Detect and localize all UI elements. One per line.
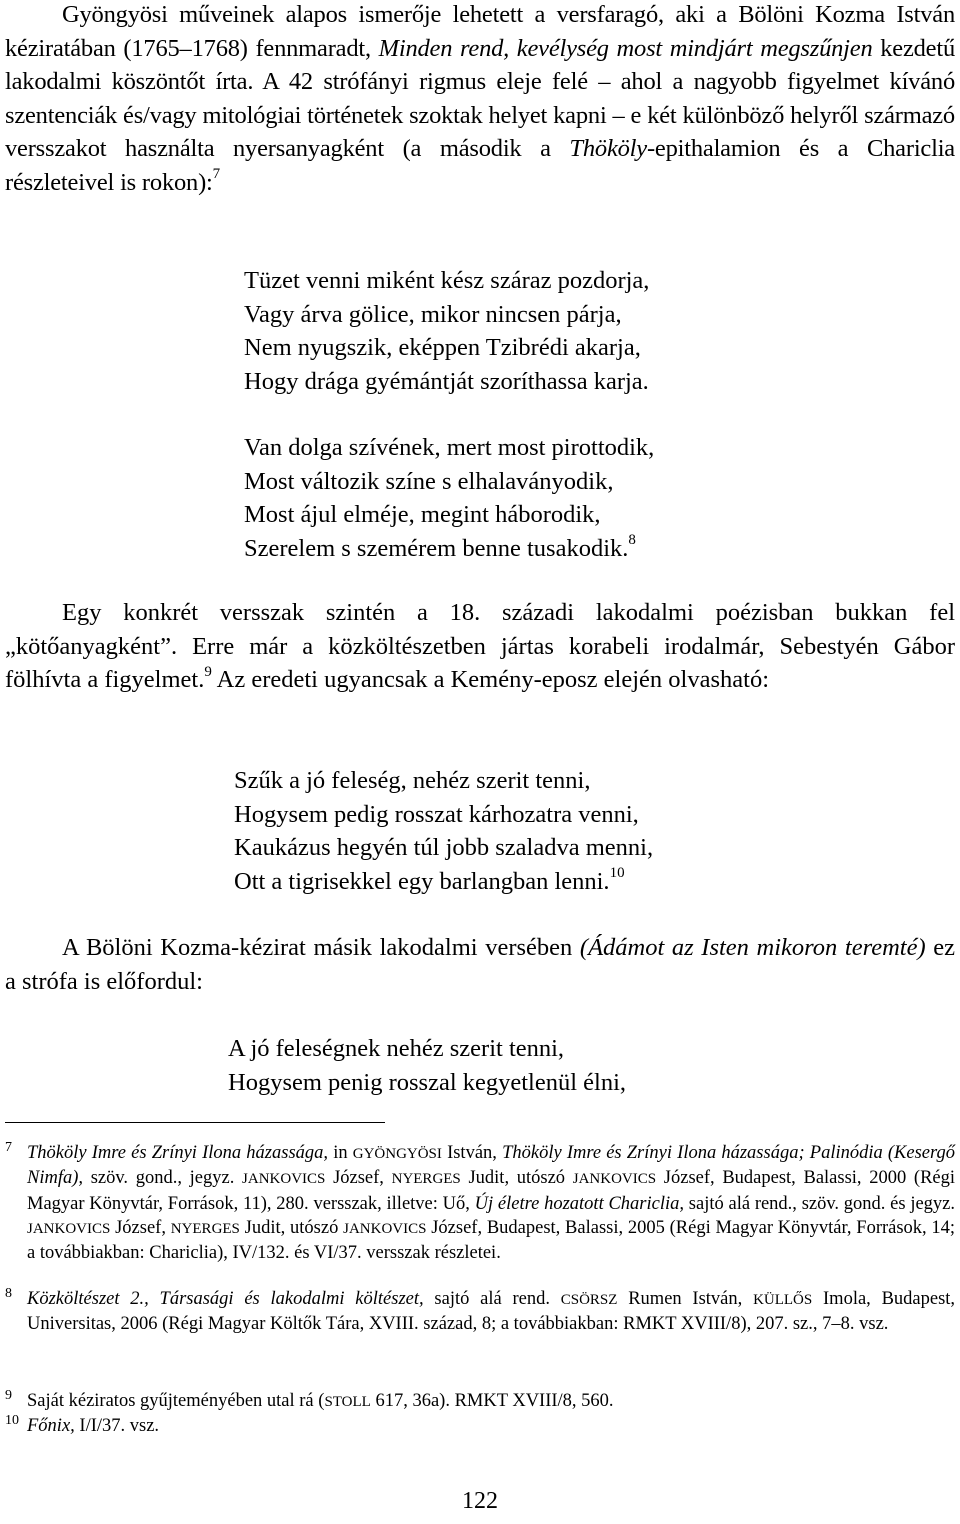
footnote-number: 10 bbox=[5, 1413, 19, 1428]
verse-stanza-1 bbox=[244, 264, 649, 398]
verse-line: Nem nyugszik, eképpen Tzibrédi akarja, bbox=[244, 334, 641, 361]
verse-line: Szűk a jó feleség, nehéz szerit tenni, bbox=[234, 767, 591, 794]
footnote-number: 8 bbox=[5, 1286, 12, 1301]
verse-line: Hogy drága gyémántját szoríthassa karja. bbox=[244, 367, 649, 395]
verse-line: Szerelem s szemérem benne tusakodik.$^8$ bbox=[244, 532, 636, 562]
body-paragraph-2 bbox=[5, 596, 955, 697]
verse-line: Ott a tigrisekkel egy barlangban lenni.$^{10}$ bbox=[234, 865, 625, 895]
paragraph-text: kezdetű lakodalmi köszöntőt írta. A 42 strófányi rigmus eleje felé – ahol a nagyobb figyelmet kívánó szentenciák és/vagy mitológiai történetek szoktak helyet kapni – e két különböző helyről származó versszakot használta nyersanyagként (a második a bbox=[5, 34, 955, 162]
poem-name: Thököly bbox=[569, 135, 647, 162]
verse-line: Kaukázus hegyén túl jobb szaladva menni, bbox=[234, 834, 654, 861]
footnote-ref-7[interactable]: 7 bbox=[212, 166, 220, 183]
footnote-ref-9[interactable]: 9 bbox=[204, 663, 212, 680]
footnote-number: 7 bbox=[5, 1140, 12, 1155]
verse-line: Hogysem penig rosszal kegyetlenül élni, bbox=[228, 1068, 627, 1096]
paragraph-text: -epithalamion és a Chariclia részleteivel is rokon): bbox=[5, 135, 955, 196]
verse-stanza-3 bbox=[234, 764, 653, 898]
footnote-ref-10[interactable]: 10 bbox=[609, 865, 625, 882]
paragraph-text: Egy konkrét versszak szintén a 18. századi lakodalmi poézisban bukkan fel „kötőanyagként”. Erre már a közköltészetben jártas korabeli irodalmár, Sebestyén Gábor fölhívta a figyelmet. bbox=[5, 599, 955, 693]
verse-line: Vagy árva gölice, mikor nincsen párja, bbox=[244, 300, 622, 328]
body-paragraph-1 bbox=[5, 0, 955, 199]
verse-stanza-2 bbox=[244, 431, 654, 565]
body-paragraph-3 bbox=[5, 931, 955, 998]
paragraph-text: Az eredeti ugyancsak a Kemény-eposz elején olvasható: bbox=[216, 666, 769, 693]
footnote-9: 9 Saját kéziratos gyűjteményében utal rá (STOLL 617, 36a). RMKT XVIII/8, 560. bbox=[5, 1389, 955, 1414]
verse-line: Most változik színe s elhalaványodik, bbox=[244, 467, 614, 495]
footnote-10: 10 Főnix, I/I/37. vsz. bbox=[5, 1414, 955, 1438]
paragraph-text: ez a strófa is előfordul: bbox=[5, 934, 956, 995]
verse-stanza-4 bbox=[228, 1032, 626, 1099]
footnote-separator bbox=[5, 1122, 385, 1123]
page-number: 122 bbox=[462, 1488, 498, 1514]
paragraph-text: A Bölöni Kozma-kézirat másik lakodalmi versében bbox=[62, 934, 573, 961]
footnote-7: 7 Thököly Imre és Zrínyi Ilona házassága, in GYÖNGYÖSI István, Thököly Imre és Zrínyi Ilona házassága; Palinódia (Kesergő Nimfa), szöv. gond., jegyz. JANKOVICS József, NYERGES Judit, utószó JANKOVICS József, Budapest, Balassi, 2000 (Régi Magyar Könyvtár, Források, 11), 280. versszak, illetve: Uő, Új életre hozatott Chariclia, sajtó alá rend., szöv. gond. és jegyz. JANKOVICS József, NYERGES Judit, utószó JANKOVICS József, Budapest, Balassi, 2005 (Régi Magyar Könyvtár, Források, 14; a továbbiakban: Chariclia), IV/132. és VI/37. versszak részletei. bbox=[5, 1141, 955, 1265]
paragraph-text: Gyöngyösi műveinek alapos ismerője lehetett a versfaragó, aki a Bölöni Kozma István kéziratában (1765–1768) fennmaradt, bbox=[5, 1, 955, 62]
footnote-ref-8[interactable]: 8 bbox=[628, 532, 636, 549]
footnote-number: 9 bbox=[5, 1388, 12, 1403]
footnote-8: 8 Közköltészet 2., Társasági és lakodalmi költészet, sajtó alá rend. CSÖRSZ Rumen István, KÜLLŐS Imola, Budapest, Universitas, 2006 (Régi Magyar Költők Tára, XVIII. század, 8; a továbbiakban: RMKT XVIII/8), 207. sz., 7–8. vsz. bbox=[5, 1287, 955, 1337]
verse-line: Tüzet venni miként kész száraz pozdorja, bbox=[244, 267, 650, 294]
verse-line: Most ájul elméje, megint háborodik, bbox=[244, 501, 601, 528]
verse-line: A jó feleségnek nehéz szerit tenni, bbox=[228, 1035, 565, 1062]
verse-line: Van dolga szívének, mert most pirottodik, bbox=[244, 434, 655, 461]
poem-title: (Ádámot az Isten mikoron teremté) bbox=[579, 934, 926, 961]
poem-title: Minden rend, kevélység most mindjárt megszűnjen bbox=[378, 34, 873, 62]
verse-line: Hogysem pedig rosszat kárhozatra venni, bbox=[234, 800, 639, 828]
